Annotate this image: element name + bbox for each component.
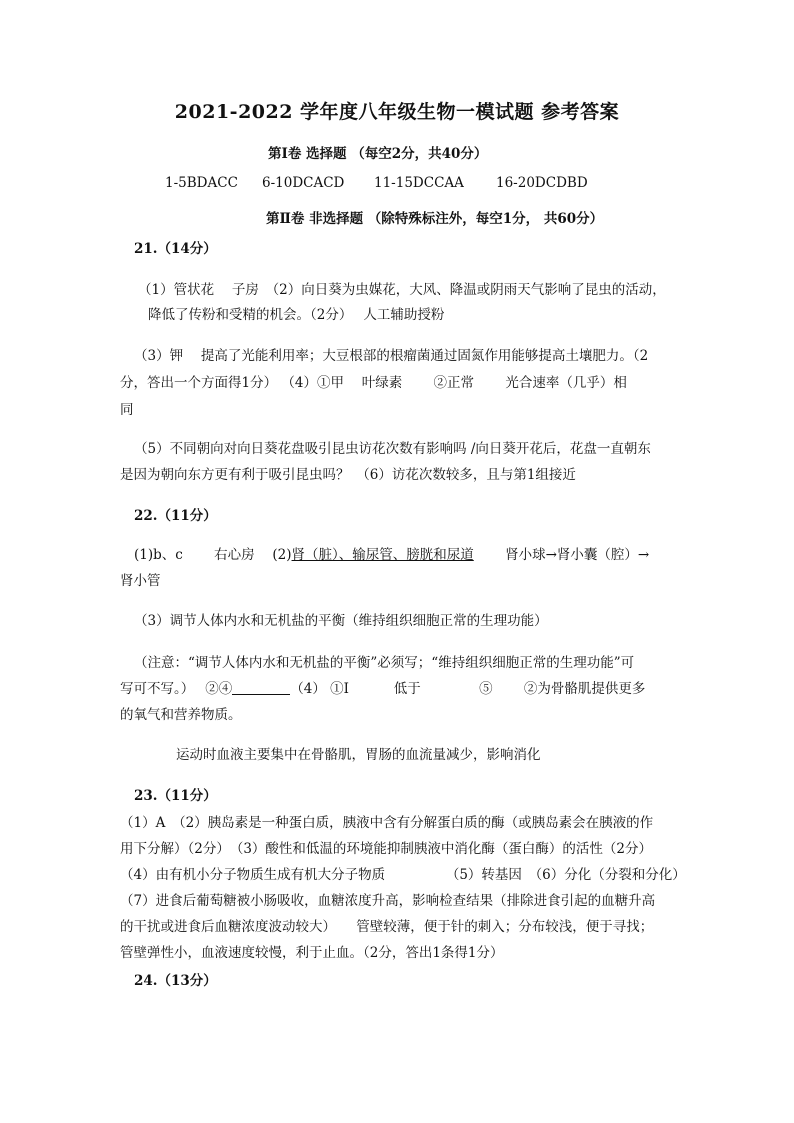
q23-label: 23.（11分）: [134, 788, 217, 804]
answer-blank-underline: [232, 680, 290, 695]
q21-line-3: （3）钾 提高了光能利用率；大豆根部的根瘤菌通过固氮作用能够提高土壤肥力。（2: [134, 348, 649, 364]
q23-line-2: 用下分解）（2分） （3）酸性和低温的环境能抑制胰液中消化酶（蛋白酶）的活性（2分）: [120, 841, 653, 857]
part2-heading: 第Ⅱ卷 非选择题 （除特殊标注外，每空1分， 共60分）: [266, 211, 604, 227]
q23-line-5: 的干扰或进食后血糖浓度波动较大） 管壁较薄，便于针的刺入；分布较浅，便于寻找；: [120, 919, 654, 935]
q21-label: 21.（14分）: [134, 241, 217, 257]
choice-answer-11-15: 11-15DCCAA: [374, 175, 464, 191]
choice-answers-row: [0, 174, 794, 192]
q22-line-5: [120, 680, 645, 698]
q21-line-7: 是因为朝向东方更有利于吸引昆虫吗？ （6）访花次数较多，且与第1组接近: [120, 467, 576, 483]
q23-line-6: 管壁弹性小，血液速度较慢，利于止血。（2分，答出1条得1分）: [120, 945, 504, 961]
page-title: 2021-2022 学年度八年级生物一模试题 参考答案: [174, 101, 620, 123]
choice-answer-16-20: 16-20DCDBD: [496, 175, 588, 191]
q24-label: 24.（13分）: [134, 973, 217, 989]
q22-urinary-organs-answer: 肾（脏）、输尿管、膀胱和尿道: [291, 547, 474, 563]
part1-heading: 第Ⅰ卷 选择题 （每空2分，共40分）: [268, 146, 488, 162]
q22-line-1: [134, 546, 649, 564]
q21-line-4: 分，答出一个方面得1分） （4）①甲 叶绿素 ②正常 光合速率（几乎）相: [120, 375, 627, 391]
q23-line-1: （1）A （2）胰岛素是一种蛋白质，胰液中含有分解蛋白质的酶（或胰岛素会在胰液的作: [120, 815, 654, 831]
q21-line-6: （5）不同朝向对向日葵花盘吸引昆虫访花次数有影响吗 /向日葵开花后，花盘一直朝东: [134, 441, 651, 457]
q22-line-2: 肾小管: [120, 573, 161, 589]
q21-line-5: 同: [120, 402, 134, 418]
q22-line-5-part-b: （4） ①Ⅰ 低于 ⑤ ②为骨骼肌提供更多: [290, 681, 646, 697]
q22-line-7: 运动时血液主要集中在骨骼肌，胃肠的血流量减少，影响消化: [176, 747, 541, 763]
q22-line-1-part-b: 肾小球→肾小囊（腔）→: [473, 547, 650, 563]
q22-line-5-part-a: 写可不写。） ②④: [120, 681, 233, 697]
q23-line-3: （4）由有机小分子物质生成有机大分子物质 （5）转基因 （6）分化（分裂和分化）: [120, 867, 686, 883]
q22-line-3: （3）调节人体内水和无机盐的平衡（维持组织细胞正常的生理功能）: [134, 613, 548, 629]
q22-line-6: 的氧气和营养物质。: [120, 707, 242, 723]
choice-answer-1-5: 1-5BDACC: [165, 175, 238, 191]
choice-answer-6-10: 6-10DCACD: [262, 175, 345, 191]
q21-line-1: （1）管状花 子房 （2）向日葵为虫媒花，大风、降温或阴雨天气影响了昆虫的活动，: [138, 282, 666, 298]
q22-line-4: （注意：“调节人体内水和无机盐的平衡”必须写；“维持组织细胞正常的生理功能”可: [134, 655, 635, 671]
q22-line-1-part-a: (1)b、c 右心房 (2): [134, 547, 292, 563]
q22-label: 22.（11分）: [134, 508, 217, 524]
q23-line-4: （7）进食后葡萄糖被小肠吸收，血糖浓度升高，影响检查结果（排除进食引起的血糖升高: [120, 893, 656, 909]
q21-line-2: 降低了传粉和受精的机会。（2分） 人工辅助授粉: [148, 307, 445, 323]
